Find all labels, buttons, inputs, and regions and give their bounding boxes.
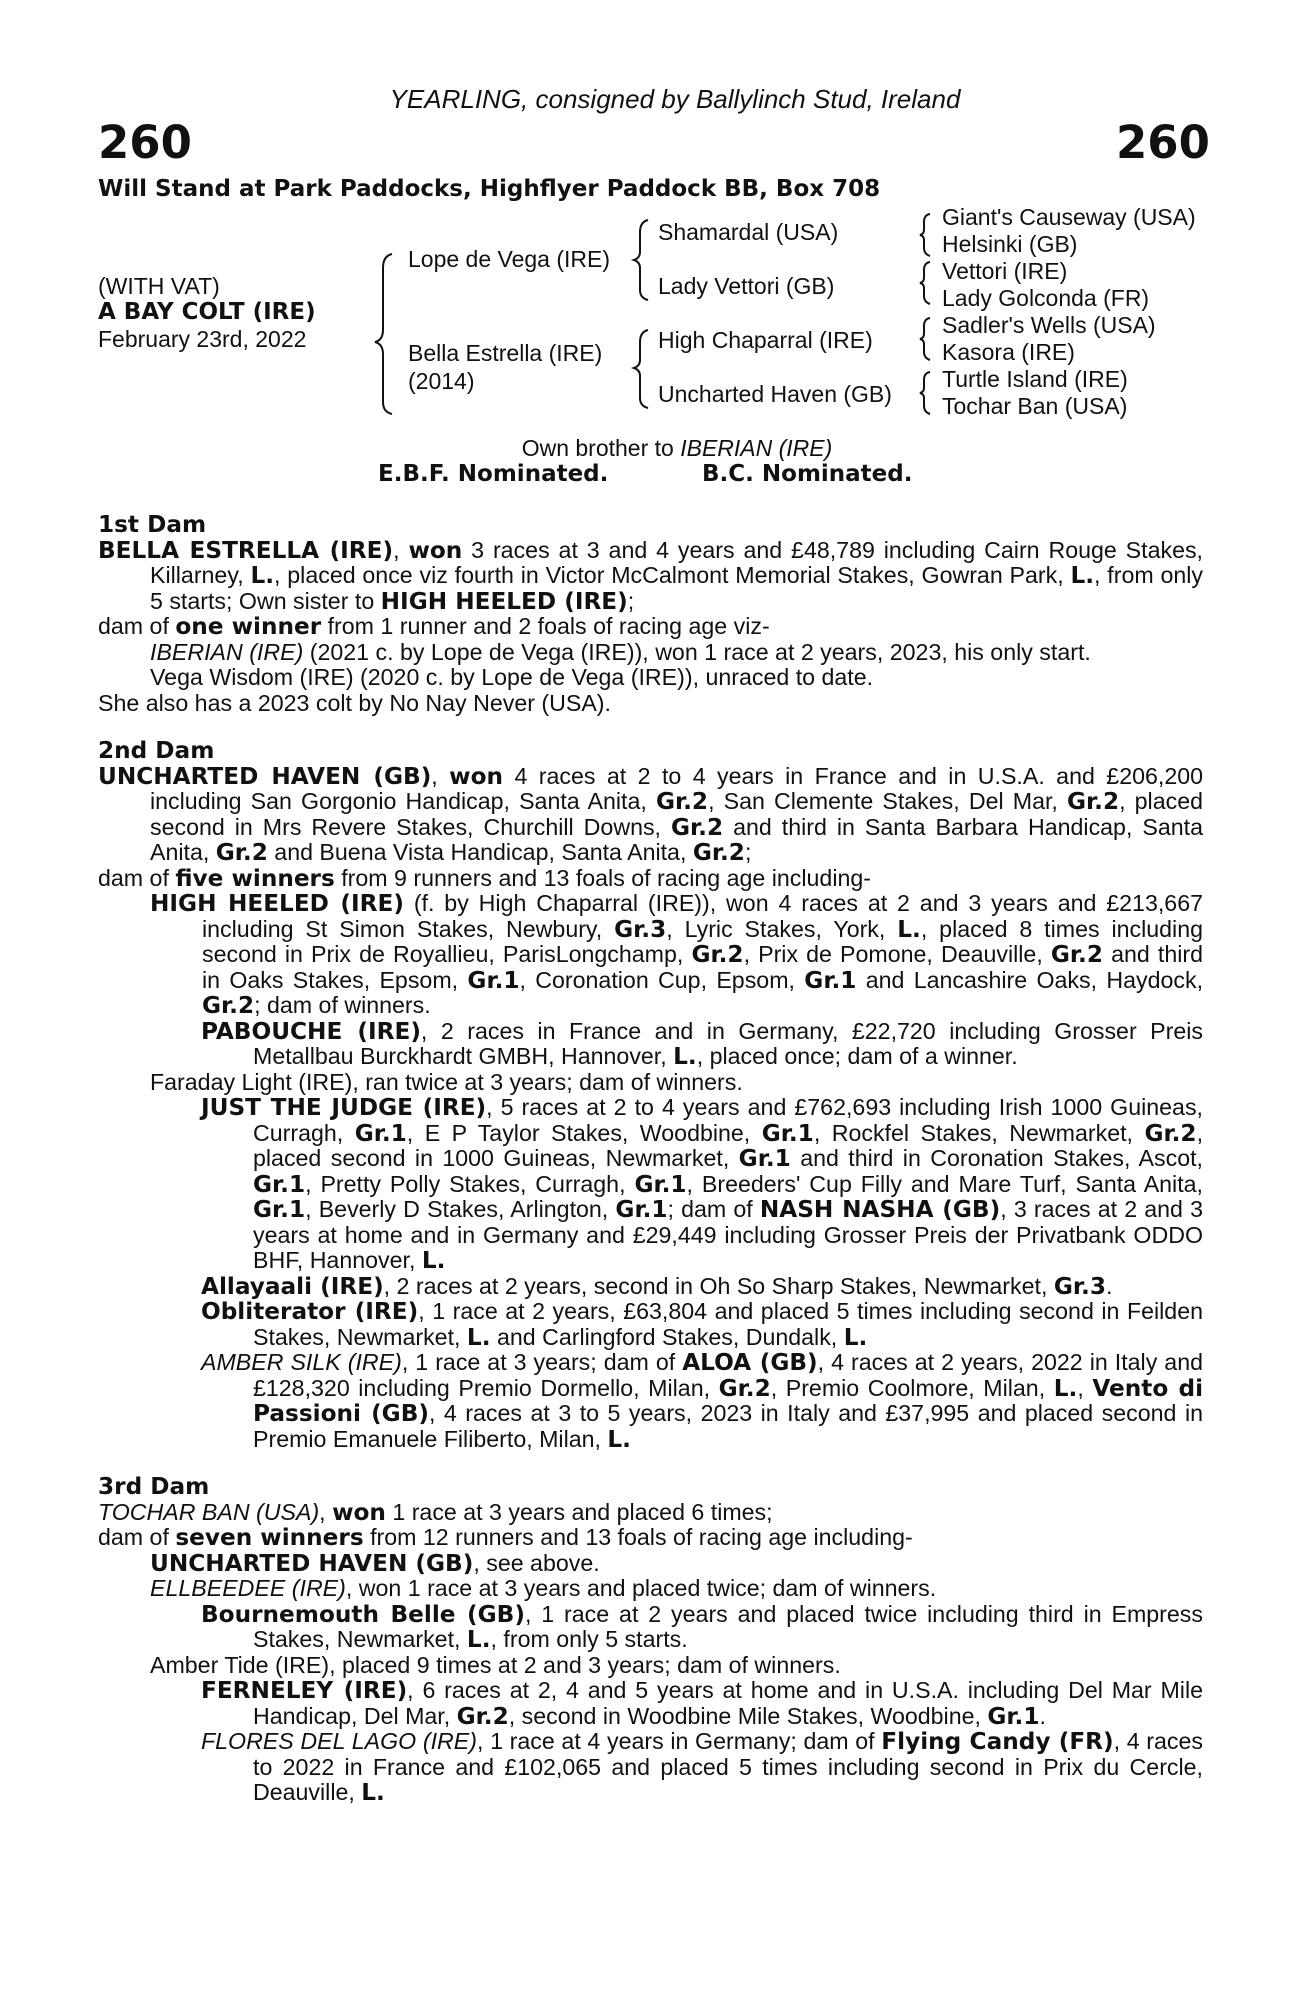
produce-pabouche: PABOUCHE (IRE), 2 races in France and in Germany, £22,720 including Grosser Preis Metallbau Burckhardt GMBH, Hannover, L., placed once; dam of a winner. [201, 1017, 1203, 1070]
produce-flores-del-lago: FLORES DEL LAGO (IRE), 1 race at 4 years in Germany; dam of Flying Candy (FR), 4 races to 2022 in France and £102,065 and placed 5 times including second in Prix du Cercle, Deauville, L. [201, 1728, 1203, 1806]
vat-note: (WITH VAT) [98, 273, 220, 299]
granddam-4: Tochar Ban (USA) [942, 393, 1128, 419]
catalogue-body [98, 512, 1203, 1806]
foaling-date: February 23rd, 2022 [98, 326, 307, 352]
second-dam-heading: 2nd Dam [98, 737, 215, 764]
third-dam-entry: TOCHAR BAN (USA), won 1 race at 3 years and placed 6 times; [98, 1498, 773, 1526]
dam-dam: Uncharted Haven (GB) [658, 381, 892, 407]
granddam-1: Helsinki (GB) [942, 231, 1078, 257]
lot-number-left: 260 [98, 116, 192, 169]
stabling-line: Will Stand at Park Paddocks, Highflyer Paddock BB, Box 708 [98, 176, 881, 202]
horse-name: A BAY COLT (IRE) [98, 299, 316, 325]
dam-sire: High Chaparral (IRE) [658, 327, 873, 353]
produce-uncharted-haven: UNCHARTED HAVEN (GB), see above. [150, 1549, 600, 1577]
produce-obliterator: Obliterator (IRE), 1 race at 2 years, £63,804 and placed 5 times including second in Feilden Stakes, Newmarket, L. and Carlingford Stakes, Dundalk, L. [201, 1298, 1203, 1351]
first-dam-heading: 1st Dam [98, 511, 207, 538]
granddam-2: Lady Golconda (FR) [942, 285, 1150, 311]
second-dam-produce-summary: dam of five winners from 9 runners and 13 foals of racing age including- [98, 864, 871, 892]
produce-amber-silk: AMBER SILK (IRE), 1 race at 3 years; dam of ALOA (GB), 4 races at 2 years, 2022 in Italy and £128,320 including Premio Dormello, Milan, Gr.2, Premio Coolmore, Milan, L., Vento di Passioni (GB), 4 races at 3 to 5 years, 2023 in Italy and £37,995 and placed second in Premio Emanuele Filiberto, Milan, L. [201, 1349, 1204, 1453]
ebf-nomination: E.B.F. Nominated. [378, 461, 609, 487]
grandsire-2: Vettori (IRE) [942, 258, 1068, 284]
first-dam-foal-note: She also has a 2023 colt by No Nay Never (USA). [98, 689, 611, 716]
granddam-3: Kasora (IRE) [942, 339, 1075, 365]
own-brother-name: IBERIAN (IRE) [680, 435, 833, 461]
produce-faraday-light: Faraday Light (IRE), ran twice at 3 years; dam of winners. [150, 1068, 743, 1095]
own-brother-prefix: Own brother to [521, 435, 681, 461]
consignment-line: YEARLING, consigned by Ballylinch Stud, Ireland [389, 84, 961, 114]
grandsire-1: Giant's Causeway (USA) [942, 204, 1196, 230]
sire-dam: Lady Vettori (GB) [658, 273, 835, 299]
produce-allayaali: Allayaali (IRE), 2 races at 2 years, second in Oh So Sharp Stakes, Newmarket, Gr.3. [201, 1272, 1113, 1300]
own-brother-note [0, 435, 1314, 462]
sire-sire: Shamardal (USA) [658, 219, 839, 245]
grandsire-4: Turtle Island (IRE) [942, 366, 1128, 392]
produce-vega-wisdom: Vega Wisdom (IRE) (2020 c. by Lope de Vega (IRE)), unraced to date. [150, 664, 874, 690]
dam-year: (2014) [408, 368, 475, 394]
first-dam-entry: BELLA ESTRELLA (IRE), won 3 races at 3 and 4 years and £48,789 including Cairn Rouge Stakes, Killarney, L., placed once viz fourth in Victor McCalmont Memorial Stakes, Gowran Park, L., from only 5 starts; Own sister to HIGH HEELED (IRE); [98, 536, 1203, 615]
grandsire-3: Sadler's Wells (USA) [942, 312, 1156, 338]
third-dam-produce-summary: dam of seven winners from 12 runners and 13 foals of racing age including- [98, 1524, 913, 1551]
dam: Bella Estrella (IRE) [408, 340, 603, 366]
produce-just-the-judge: JUST THE JUDGE (IRE), 5 races at 2 to 4 years and £762,693 including Irish 1000 Guineas, Curragh, Gr.1, E P Taylor Stakes, Woodbine, Gr.1, Rockfel Stakes, Newmarket, Gr.2, placed second in 1000 Guineas, Newmarket, Gr.1 and third in Coronation Stakes, Ascot, Gr.1, Pretty Polly Stakes, Curragh, Gr.1, Breeders' Cup Filly and Mare Turf, Santa Anita, Gr.1, Beverly D Stakes, Arlington, Gr.1; dam of NASH NASHA (GB), 3 races at 2 and 3 years at home and in Germany and £29,449 including Grosser Preis der Privatbank ODDO BHF, Hannover, L. [201, 1094, 1204, 1274]
second-dam-entry: UNCHARTED HAVEN (GB), won 4 races at 2 to 4 years in France and in U.S.A. and £206,200 including San Gorgonio Handicap, Santa Anita, Gr.2, San Clemente Stakes, Del Mar, Gr.2, placed second in Mrs Revere Stakes, Churchill Downs, Gr.2 and third in Santa Barbara Handicap, Santa Anita, Gr.2 and Buena Vista Handicap, Santa Anita, Gr.2; [98, 762, 1204, 866]
third-dam-heading: 3rd Dam [98, 1473, 210, 1500]
produce-amber-tide: Amber Tide (IRE), placed 9 times at 2 and 3 years; dam of winners. [150, 1651, 841, 1678]
sire: Lope de Vega (IRE) [408, 246, 611, 272]
produce-high-heeled: HIGH HEELED (IRE) (f. by High Chaparral (IRE)), won 4 races at 2 and 3 years and £213,667 including St Simon Stakes, Newbury, Gr.3, Lyric Stakes, York, L., placed 8 times including second in Prix de Royallieu, ParisLongchamp, Gr.2, Prix de Pomone, Deauville, Gr.2 and third in Oaks Stakes, Epsom, Gr.1, Coronation Cup, Epsom, Gr.1 and Lancashire Oaks, Haydock, Gr.2; dam of winners. [150, 890, 1204, 1019]
produce-ferneley: FERNELEY (IRE), 6 races at 2, 4 and 5 years at home and in U.S.A. including Del Mar Mile Handicap, Del Mar, Gr.2, second in Woodbine Mile Stakes, Woodbine, Gr.1. [201, 1677, 1203, 1730]
produce-bournemouth-belle: Bournemouth Belle (GB), 1 race at 2 years and placed twice including third in Empress Stakes, Newmarket, L., from only 5 starts. [201, 1600, 1203, 1653]
lot-number-right: 260 [1116, 116, 1210, 169]
first-dam-produce-summary: dam of one winner from 1 runner and 2 foals of racing age viz- [98, 613, 770, 640]
produce-iberian: IBERIAN (IRE) (2021 c. by Lope de Vega (IRE)), won 1 race at 2 years, 2023, his only start. [150, 638, 1091, 665]
produce-ellbeedee: ELLBEEDEE (IRE), won 1 race at 3 years and placed twice; dam of winners. [150, 1575, 937, 1601]
bc-nomination: B.C. Nominated. [702, 461, 913, 487]
